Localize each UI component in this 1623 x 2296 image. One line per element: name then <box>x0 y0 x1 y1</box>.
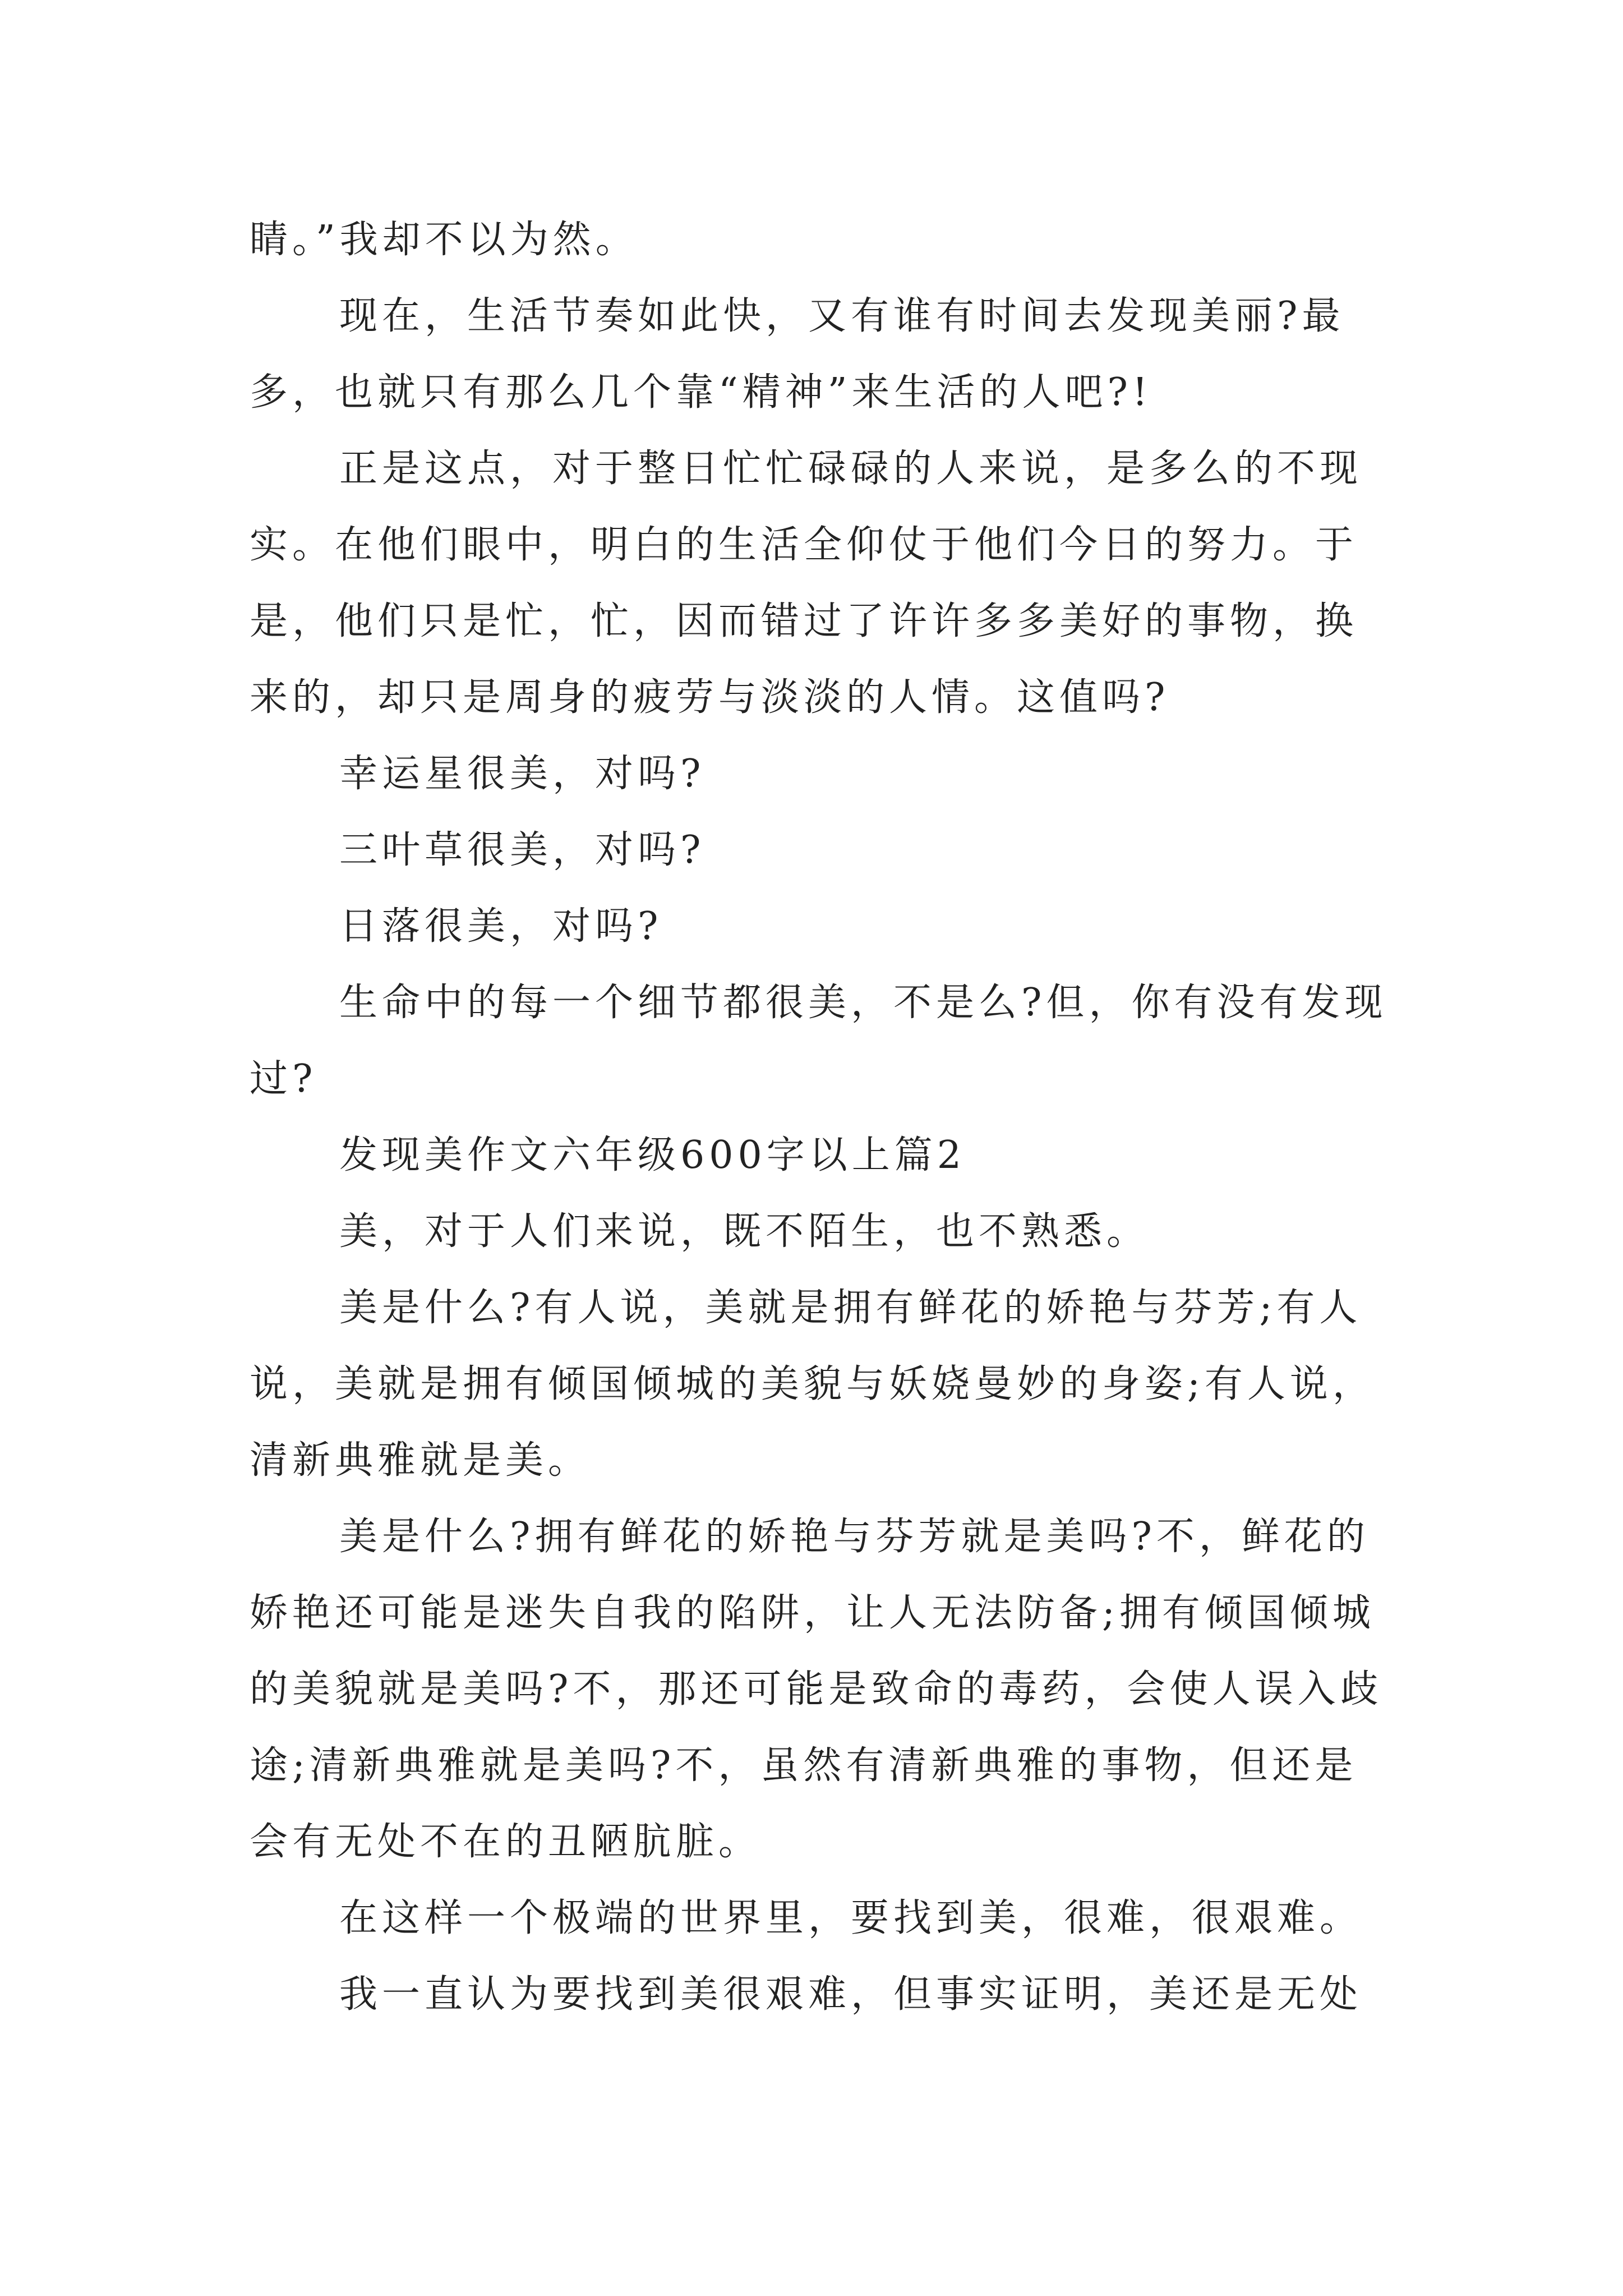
paragraph-4: 幸运星很美，对吗? <box>339 752 706 796</box>
paragraph-2: 现在，生活节奏如此快，又有谁有时间去发现美丽?最多，也就只有那么几个靠“精神”来生活的人吧?! <box>250 294 1345 415</box>
paragraph-1: 睛。”我却不以为然。 <box>250 218 638 262</box>
paragraph-12: 我一直认为要找到美很艰难，但事实证明，美还是无处 <box>339 1972 1363 2017</box>
paragraph-5: 三叶草很美，对吗? <box>339 828 706 872</box>
paragraph-10: 美是什么?拥有鲜花的娇艳与芬芳就是美吗?不，鲜花的娇艳还可能是迷失自我的陷阱，让人无法防备;拥有倾国倾城的美貌就是美吗?不，那还可能是致命的毒药，会使人误入歧途;清新典雅就是美吗?不，虽然有清新典雅的事物，但还是会有无处不在的丑陋肮脏。 <box>250 1515 1383 1864</box>
section-heading: 发现美作文六年级600字以上篇2 <box>339 1133 966 1177</box>
paragraph-8: 美，对于人们来说，既不陌生，也不熟悉。 <box>339 1209 1150 1254</box>
document-body <box>250 202 1399 2033</box>
paragraph-7: 生命中的每一个细节都很美，不是么?但，你有没有发现过? <box>250 981 1387 1101</box>
paragraph-9: 美是什么?有人说，美就是拥有鲜花的娇艳与芬芳;有人说，美就是拥有倾国倾城的美貌与妖娆曼妙的身姿;有人说，清新典雅就是美。 <box>250 1286 1375 1483</box>
paragraph-11: 在这样一个极端的世界里，要找到美，很难，很艰难。 <box>339 1896 1363 1940</box>
paragraph-3: 正是这点，对于整日忙忙碌碌的人来说，是多么的不现实。在他们眼中，明白的生活全仰仗于他们今日的努力。于是，他们只是忙，忙，因而错过了许许多多美好的事物，换来的，却只是周身的疲劳与淡淡的人情。这值吗? <box>250 447 1363 720</box>
paragraph-6: 日落很美，对吗? <box>339 904 663 949</box>
